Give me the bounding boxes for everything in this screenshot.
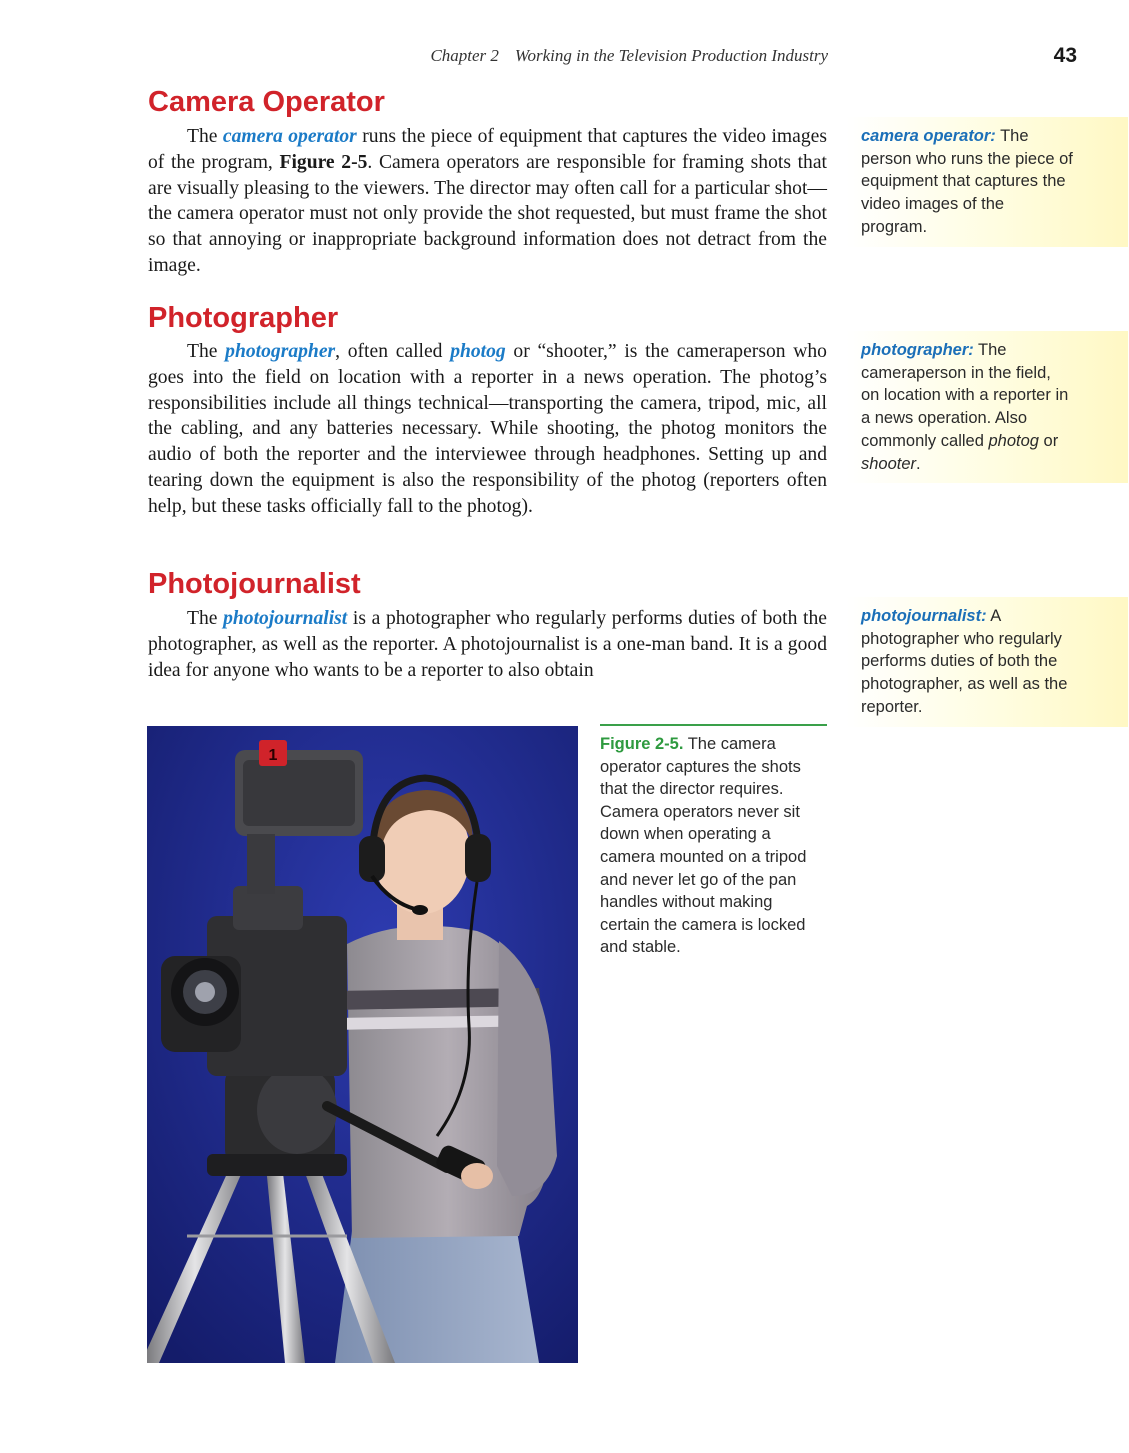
paragraph-photographer: The photographer, often called photog or “shooter,” is the cameraperson who goes into the field on location with a reporter in a news operation. The photog’s responsibilities include all things technical—transporting the camera, tripod, mic, all the cabling, and any batteries necessary. While shooting, the photog monitors the audio of both the reporter and the interviewee through headphones. Setting up and tearing down the equipment is also the responsibility of the photog (reporters often help, but these tasks officially fall to the photog). <box>148 341 827 517</box>
term-photojournalist: photojournalist <box>223 608 348 629</box>
term-photographer: photographer <box>225 341 336 362</box>
term-camera-operator: camera operator <box>222 126 357 147</box>
chapter-label: Chapter 2 <box>430 46 499 65</box>
margin-term: photojournalist: <box>861 607 987 625</box>
paragraph-photojournalist: The photojournalist is a photographer who regularly performs duties of both the photographer, as well as the reporter. A photojournalist is a one-man band. It is a good idea for anyone who wants to be a reporter to also obtain <box>148 608 827 681</box>
figure-reference[interactable]: Figure 2-5 <box>279 151 368 173</box>
figure-photo <box>147 726 578 1363</box>
figure-caption: Figure 2-5. The camera operator captures the shots that the director requires. Camera operators never sit down when operating a camera mounted on a tripod and never let go of the pan handles without making certain the camera is locked and stable. <box>600 735 807 957</box>
margin-term: photographer: <box>861 341 974 359</box>
caption-rule <box>600 724 827 726</box>
margin-note-photojournalist: photojournalist: A photographer who regularly performs duties of both the photographer, as well as the reporter. <box>846 597 1128 727</box>
margin-note-photographer: photographer: The cameraperson in the field, on location with a reporter in a news operation. Also commonly called photog or shooter. <box>846 331 1128 483</box>
term-photog: photog <box>450 341 506 362</box>
heading-photojournalist: Photojournalist <box>148 568 361 600</box>
heading-photographer: Photographer <box>148 302 339 334</box>
margin-term: camera operator: <box>861 127 996 145</box>
camera-operator-illustration <box>147 726 578 1363</box>
margin-note-camera-operator: camera operator: The person who runs the piece of equipment that captures the video images of the program. <box>846 117 1128 247</box>
running-head <box>300 46 828 66</box>
heading-camera-operator: Camera Operator <box>148 86 385 118</box>
figure-label: Figure 2-5. <box>600 735 684 753</box>
chapter-title: Working in the Television Production Industry <box>514 46 828 65</box>
paragraph-camera-operator: The camera operator runs the piece of equipment that captures the video images of the program, Figure 2-5. Camera operators are responsible for framing shots that are visually pleasing to the viewers. The director may often call for a particular shot—the camera operator must not only provide the shot requested, but must frame the shot so that annoying or inappropriate background information does not detract from the image. <box>148 126 827 276</box>
page-number: 43 <box>1053 44 1077 67</box>
tally-number: 1 <box>268 747 278 764</box>
